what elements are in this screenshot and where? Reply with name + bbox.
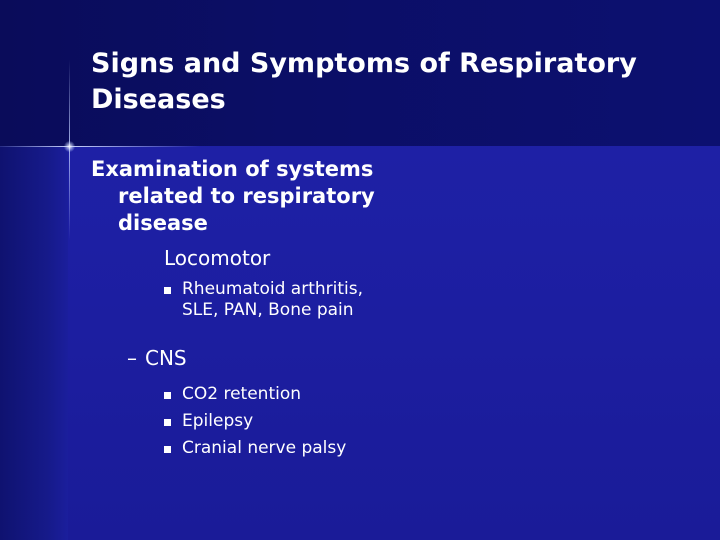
bullet-square-icon — [164, 287, 171, 294]
cns-label: CNS — [145, 346, 187, 370]
light-flare-center — [64, 141, 75, 152]
bullet-text: Epilepsy — [182, 411, 254, 431]
bullet-square-icon — [164, 392, 171, 399]
bullet-text: Rheumatoid arthritis, SLE, PAN, Bone pain — [182, 279, 363, 320]
locomotor-label: Locomotor — [164, 246, 271, 270]
cns-bullet — [164, 384, 301, 405]
bullet-text: CO2 retention — [182, 384, 302, 404]
cns-bullet — [164, 438, 346, 459]
bullet-text: Cranial nerve palsy — [182, 438, 347, 458]
dash-marker: – — [127, 346, 137, 370]
locomotor-bullet — [164, 279, 364, 321]
content-heading: Examination of systems related to respiratory disease — [91, 157, 375, 235]
bullet-square-icon — [164, 419, 171, 426]
slide-title: Signs and Symptoms of Respiratory Diseases — [91, 48, 637, 115]
light-flare-horizontal — [0, 146, 200, 147]
bullet-square-icon — [164, 446, 171, 453]
cns-item — [127, 345, 187, 372]
cns-bullet — [164, 411, 253, 432]
